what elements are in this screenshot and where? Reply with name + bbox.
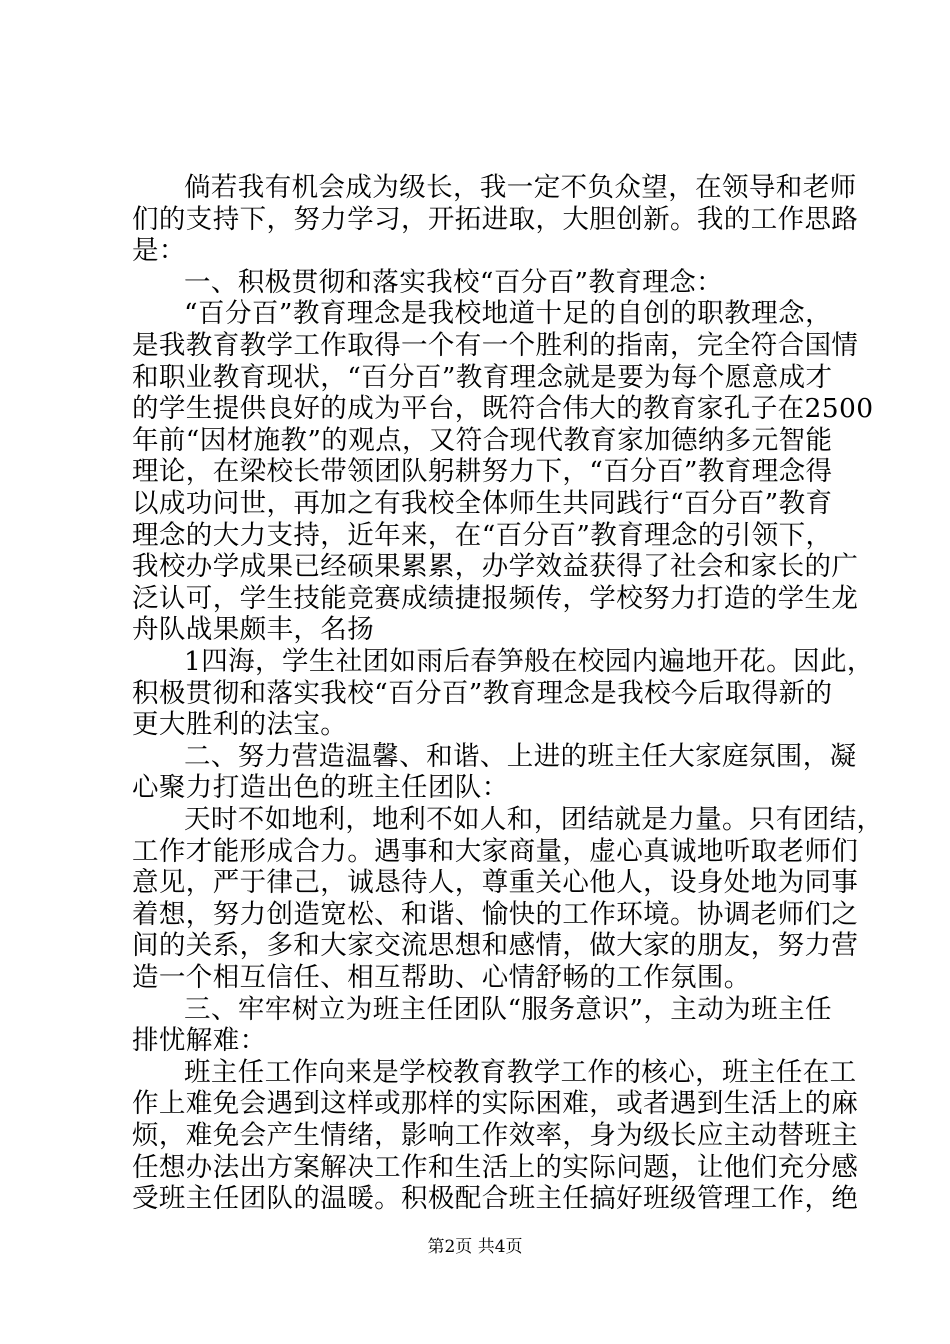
text-line: 理念的大力支持，近年来，在“百分百”教育理念的引领下， xyxy=(132,520,833,551)
text-line: 和职业教育现状，“百分百”教育理念就是要为每个愿意成才 xyxy=(132,362,833,393)
text-line: 我校办学成果已经硕果累累，办学效益获得了社会和家长的广 xyxy=(132,551,859,582)
text-line: 倘若我有机会成为级长，我一定不负众望，在领导和老师 xyxy=(184,172,857,203)
section-heading: 心聚力打造出色的班主任团队： xyxy=(132,772,509,803)
text-line: 是： xyxy=(132,235,186,266)
text-line: 理论，在梁校长带领团队躬耕努力下，“百分百”教育理念得 xyxy=(132,456,833,487)
text-line: 泛认可，学生技能竞赛成绩捷报频传，学校努力打造的学生龙 xyxy=(132,583,859,614)
text-line: 受班主任团队的温暖。积极配合班主任搞好班级管理工作，绝 xyxy=(132,1183,859,1214)
text-line: 烦，难免会产生情绪，影响工作效率，身为级长应主动替班主 xyxy=(132,1120,859,1151)
text-line: 的学生提供良好的成为平台，既符合伟大的教育家孔子在2500 xyxy=(132,393,874,424)
section-heading: 三、牢牢树立为班主任团队“服务意识”，主动为班主任 xyxy=(184,994,832,1025)
text-line: 造一个相互信任、相互帮助、心情舒畅的工作氛围。 xyxy=(132,962,751,993)
text-line: 任想办法出方案解决工作和生活上的实际问题，让他们充分感 xyxy=(132,1152,859,1183)
text-line: 是我教育教学工作取得一个有一个胜利的指南，完全符合国情 xyxy=(132,330,859,361)
text-line: “百分百”教育理念是我校地道十足的自创的职教理念， xyxy=(184,298,832,329)
text-line: 天时不如地利，地利不如人和，团结就是力量。只有团结， xyxy=(184,804,884,835)
page-number: 第2页 共4页 xyxy=(427,1237,523,1257)
text-line: 着想，努力创造宽松、和谐、愉快的工作环境。协调老师们之 xyxy=(132,899,859,930)
text-line: 意见，严于律己，诚恳待人，尊重关心他人，设身处地为同事 xyxy=(132,867,859,898)
text-line: 积极贯彻和落实我校“百分百”教育理念是我校今后取得新的 xyxy=(132,678,833,709)
text-line: 舟队战果颇丰，名扬 xyxy=(132,614,375,645)
text-line: 们的支持下，努力学习，开拓进取，大胆创新。我的工作思路 xyxy=(132,204,859,235)
text-line: 班主任工作向来是学校教育教学工作的核心，班主任在工 xyxy=(184,1057,857,1088)
text-line: 工作才能形成合力。遇事和大家商量，虚心真诚地听取老师们 xyxy=(132,836,859,867)
section-heading: 排忧解难： xyxy=(132,1025,267,1056)
section-heading: 一、积极贯彻和落实我校“百分百”教育理念： xyxy=(184,267,723,298)
section-heading: 二、努力营造温馨、和谐、上进的班主任大家庭氛围，凝 xyxy=(184,741,857,772)
text-line: 年前“因材施教”的观点，又符合现代教育家加德纳多元智能 xyxy=(132,425,833,456)
text-line: 以成功问世，再加之有我校全体师生共同践行“百分百”教育 xyxy=(132,488,833,519)
text-line: 1四海，学生社团如雨后春笋般在校园内遍地开花。因此， xyxy=(184,646,874,677)
text-line: 间的关系，多和大家交流思想和感情，做大家的朋友，努力营 xyxy=(132,930,859,961)
text-line: 作上难免会遇到这样或那样的实际困难，或者遇到生活上的麻 xyxy=(132,1088,859,1119)
text-line: 更大胜利的法宝。 xyxy=(132,709,348,740)
